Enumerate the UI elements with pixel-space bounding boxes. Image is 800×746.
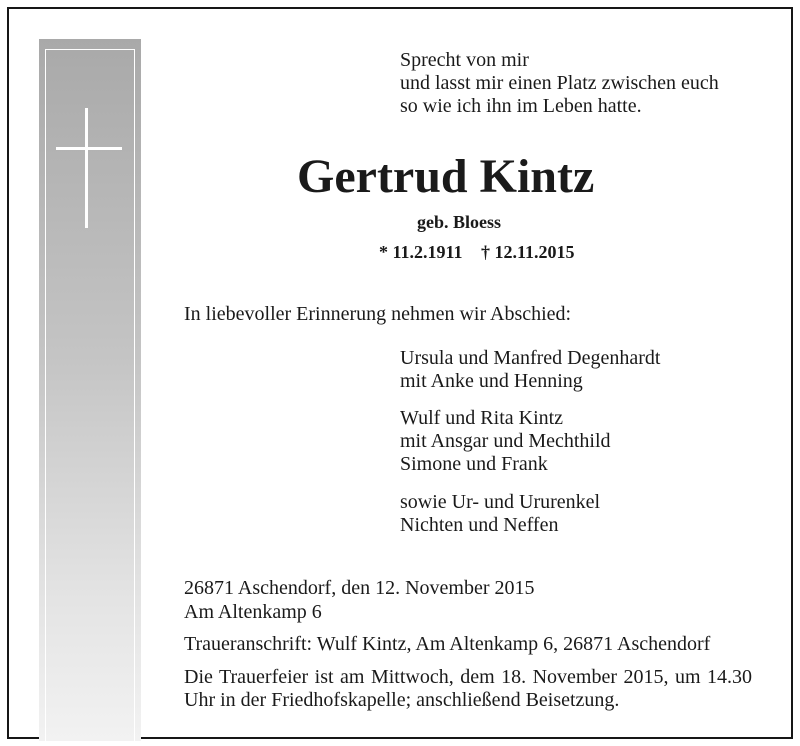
funeral-info: Die Trauerfeier ist am Mittwoch, dem 18. November 2015, um 14.30 Uhr in der Friedhofskapelle; anschließend Beisetzung. (184, 666, 752, 711)
mourner-line: mit Ansgar und Mechthild (400, 430, 611, 452)
deceased-name: Gertrud Kintz (297, 150, 595, 203)
mourning-address: Traueranschrift: Wulf Kintz, Am Altenkamp 6, 26871 Aschendorf (184, 633, 711, 655)
mourner-line: Simone und Frank (400, 453, 548, 475)
birth-date: * 11.2.1911 (379, 242, 463, 262)
poem-line: so wie ich ihn im Leben hatte. (400, 95, 642, 117)
mourner-line: sowie Ur- und Ururenkel (400, 491, 601, 513)
poem (400, 49, 719, 118)
poem-line: und lasst mir einen Platz zwischen euch (400, 72, 719, 94)
maiden-name: geb. Bloess (417, 212, 502, 232)
sidebar-border (45, 49, 135, 741)
mourner-group (400, 347, 660, 393)
decorative-sidebar (39, 39, 141, 741)
cross-icon (85, 108, 88, 228)
place-date: 26871 Aschendorf, den 12. November 2015 (184, 577, 535, 599)
mourner-line: mit Anke und Henning (400, 370, 583, 392)
farewell-intro: In liebevoller Erinnerung nehmen wir Abschied: (184, 303, 572, 325)
mourner-line: Wulf und Rita Kintz (400, 407, 564, 429)
poem-line: Sprecht von mir (400, 49, 529, 71)
mourner-group (400, 491, 600, 537)
cross-icon-bar (56, 147, 122, 150)
mourner-line: Ursula und Manfred Degenhardt (400, 347, 661, 369)
obituary-frame (7, 7, 793, 739)
mourner-line: Nichten und Neffen (400, 514, 559, 536)
death-date: † 12.11.2015 (481, 242, 575, 262)
address: Am Altenkamp 6 (184, 601, 322, 623)
mourner-group (400, 407, 611, 476)
